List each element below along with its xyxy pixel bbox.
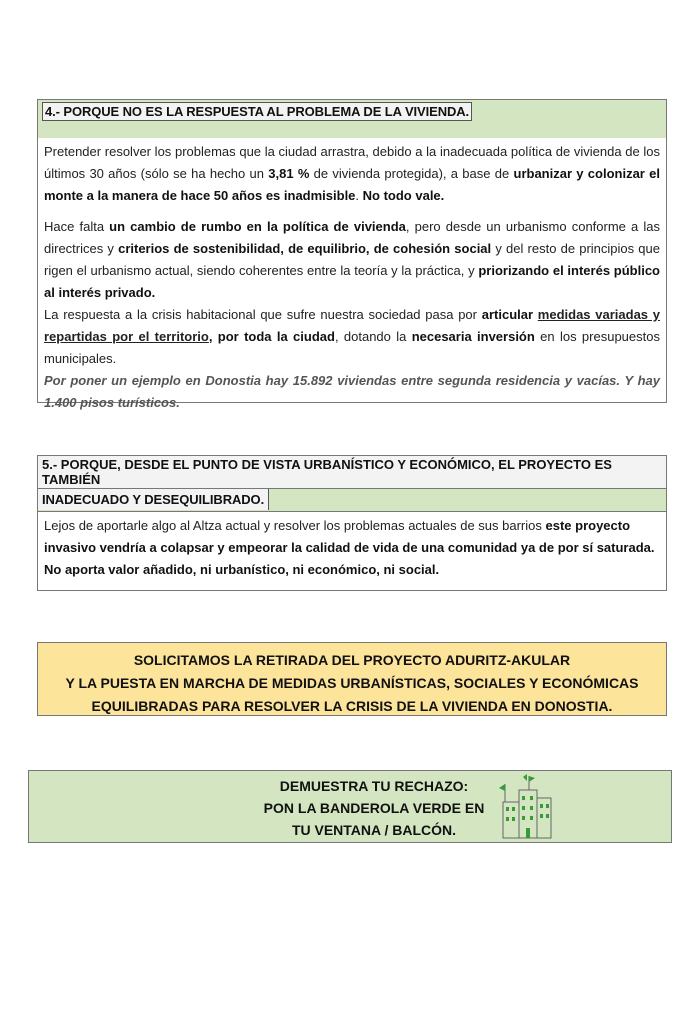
section-4-paragraph-2: Hace falta un cambio de rumbo en la política de vivienda, pero desde un urbanismo conforme a las directrices y criterios de sostenibilidad, de equilibrio, de cohesión social y del resto de principios que rigen el urbanismo actual, siendo coherentes entre la teoría y la práctica, y priorizando el interés público al interés privado. — [44, 219, 660, 300]
section-5-title-line-1: 5.- PORQUE, DESDE EL PUNTO DE VISTA URBANÍSTICO Y ECONÓMICO, EL PROYECTO ES TAMBIÉN — [38, 456, 666, 489]
request-box — [37, 642, 667, 716]
section-5-paragraph: Lejos de aportarle algo al Altza actual y resolver los problemas actuales de sus barrios este proyecto invasivo vendría a colapsar y empeorar la calidad de vida de una comunidad ya de por sí saturada. No aporta valor añadido, ni urbanístico, ni económico, ni social. — [44, 518, 655, 577]
section-4-example: Por poner un ejemplo en Donostia hay 15.892 viviendas entre segunda residencia y vacías. Y hay 1.400 pisos turísticos. — [44, 373, 660, 410]
section-4-title: 4.- PORQUE NO ES LA RESPUESTA AL PROBLEMA DE LA VIVIENDA. — [42, 102, 472, 121]
callout-line-3: TU VENTANA / BALCÓN. — [291, 822, 457, 838]
callout-line-2: PON LA BANDEROLA VERDE EN — [263, 800, 485, 816]
section-5 — [37, 455, 667, 591]
section-4-header — [38, 100, 666, 138]
section-5-title-line-2: INADECUADO Y DESEQUILIBRADO. — [38, 489, 269, 510]
section-4-paragraph-3: La respuesta a la crisis habitacional que sufre nuestra sociedad pasa por articular medidas variadas y repartidas por el territorio, por toda la ciudad, dotando la necesaria inversión en los presupuestos municipales. — [44, 307, 660, 366]
request-line-3: EQUILIBRADAS PARA RESOLVER LA CRISIS DE LA VIVIENDA EN DONOSTIA. — [91, 698, 613, 714]
callout-box — [28, 770, 672, 843]
callout-line-1: DEMUESTRA TU RECHAZO: — [279, 778, 469, 794]
request-line-2: Y LA PUESTA EN MARCHA DE MEDIDAS URBANÍSTICAS, SOCIALES Y ECONÓMICAS — [65, 675, 639, 691]
section-4-paragraph-1: Pretender resolver los problemas que la ciudad arrastra, debido a la inadecuada política de vivienda de los últimos 30 años (sólo se ha hecho un 3,81 % de vivienda protegida), a base de urbanizar y colonizar el monte a la manera de hace 50 años es inadmisible. No todo vale. — [44, 144, 660, 203]
buildings-with-flags-icon — [497, 772, 557, 840]
request-line-1: SOLICITAMOS LA RETIRADA DEL PROYECTO ADURITZ-AKULAR — [133, 652, 571, 668]
section-4 — [37, 99, 667, 410]
section-5-header — [38, 456, 666, 512]
